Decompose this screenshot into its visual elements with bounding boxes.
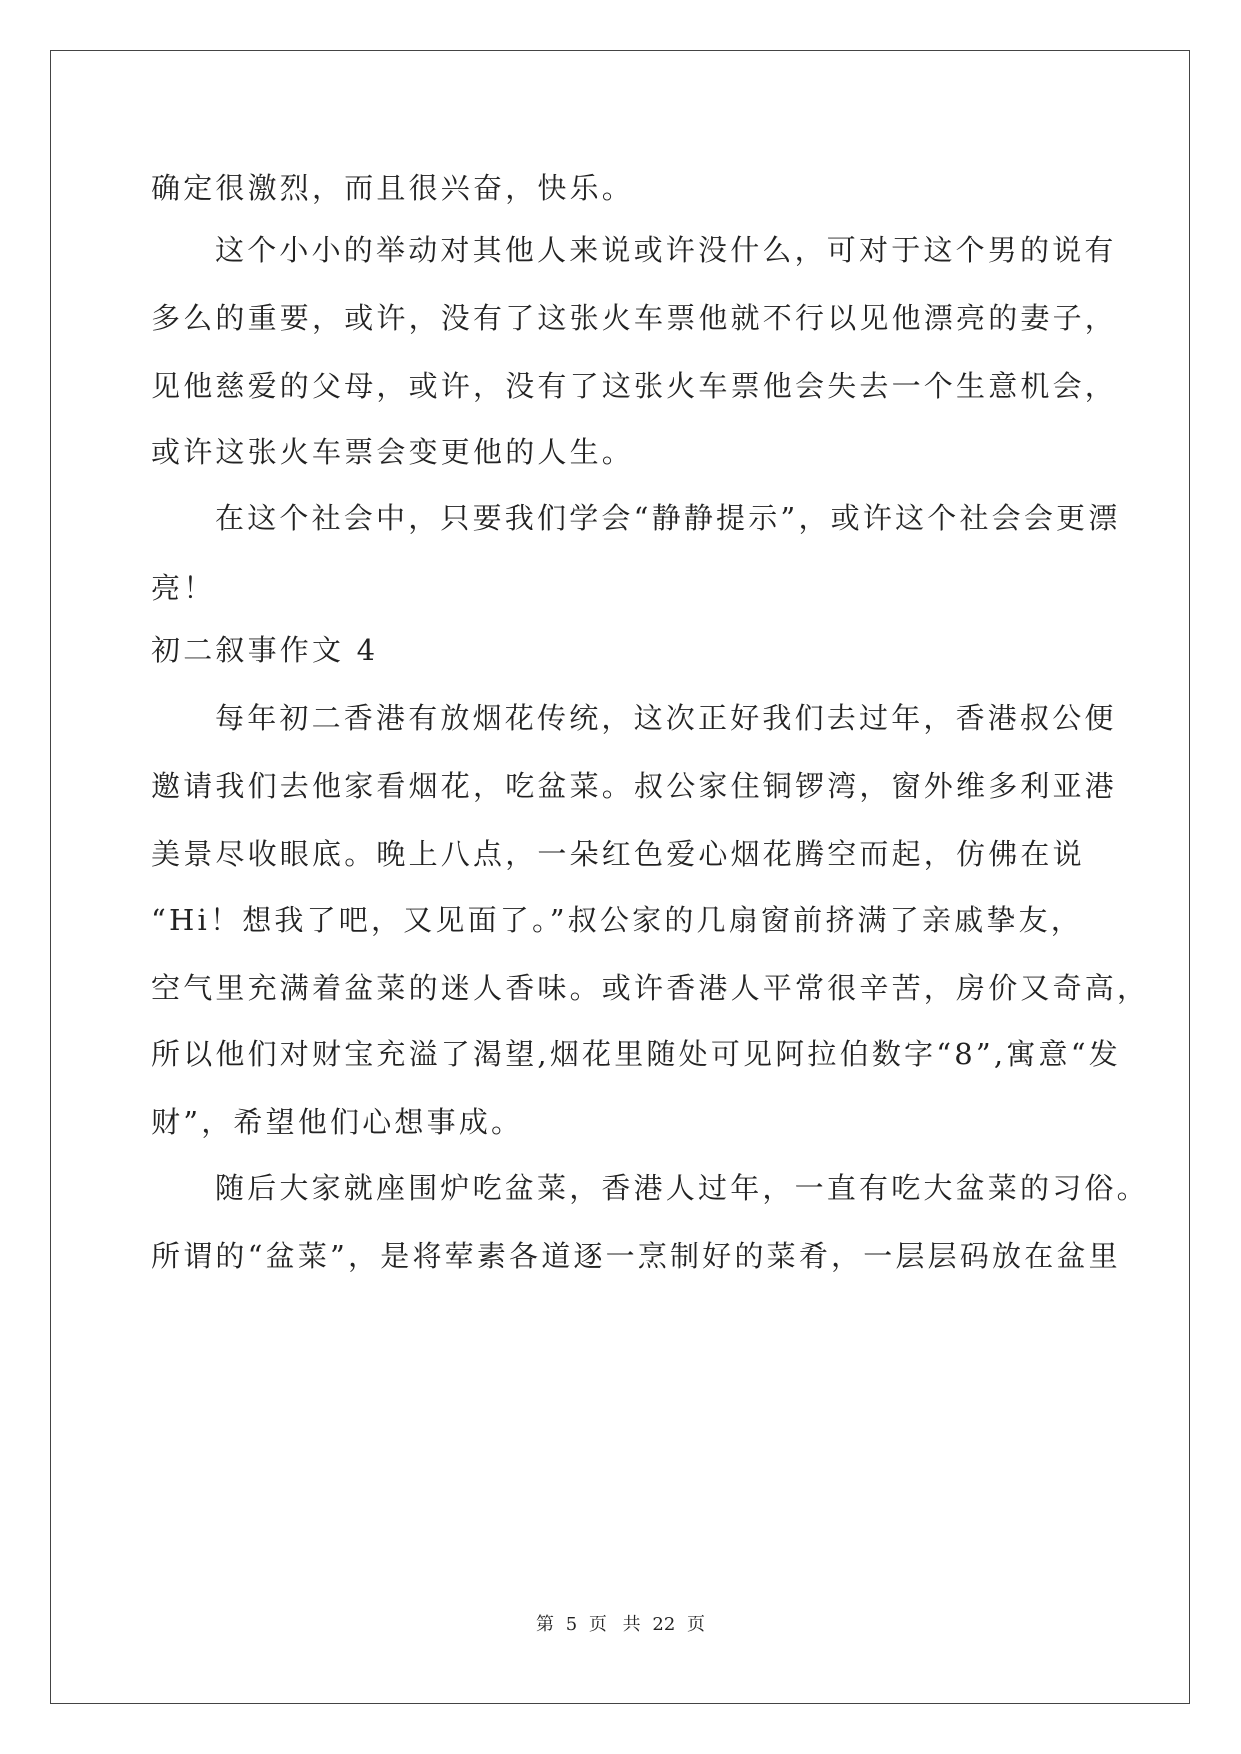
paragraph-start-line: 随后大家就座围炉吃盆菜，香港人过年，一直有吃大盆菜的习俗。 xyxy=(215,1171,1149,1205)
text-line: 邀请我们去他家看烟花，吃盆菜。叔公家住铜锣湾，窗外维多利亚港 xyxy=(151,769,1118,803)
text-line: 空气里充满着盆菜的迷人香味。或许香港人平常很辛苦，房价又奇高， xyxy=(151,971,1150,1005)
paragraph-start-line: 在这个社会中，只要我们学会“静静提示”，或许这个社会会更漂 xyxy=(215,501,1121,535)
text-line: 确定很激烈，而且很兴奋，快乐。 xyxy=(151,171,635,205)
text-line: “Hi！想我了吧，又见面了。”叔公家的几扇窗前挤满了亲戚挚友， xyxy=(151,903,1083,937)
text-line: 所以他们对财宝充溢了渴望,烟花里随处可见阿拉伯数字“8”,寓意“发 xyxy=(151,1037,1121,1071)
text-line: 财”，希望他们心想事成。 xyxy=(151,1105,524,1139)
paragraph-start-line: 这个小小的举动对其他人来说或许没什么，可对于这个男的说有 xyxy=(215,233,1117,267)
page-footer xyxy=(0,1610,1241,1636)
text-line: 多么的重要，或许，没有了这张火车票他就不行以见他漂亮的妻子， xyxy=(151,301,1118,335)
page-total: 共 22 页 xyxy=(622,1614,705,1635)
page-number: 第 5 页 xyxy=(536,1614,607,1635)
text-line: 所谓的“盆菜”，是将荤素各道逐一烹制好的菜肴，一层层码放在盆里 xyxy=(151,1239,1121,1273)
text-line: 亮！ xyxy=(151,571,216,605)
text-line: 或许这张火车票会变更他的人生。 xyxy=(151,435,635,469)
section-heading: 初二叙事作文 4 xyxy=(151,633,379,667)
text-line: 美景尽收眼底。晚上八点，一朵红色爱心烟花腾空而起，仿佛在说 xyxy=(151,837,1085,871)
text-line: 见他慈爱的父母，或许，没有了这张火车票他会失去一个生意机会， xyxy=(151,369,1118,403)
paragraph-start-line: 每年初二香港有放烟花传统，这次正好我们去过年，香港叔公便 xyxy=(215,701,1117,735)
